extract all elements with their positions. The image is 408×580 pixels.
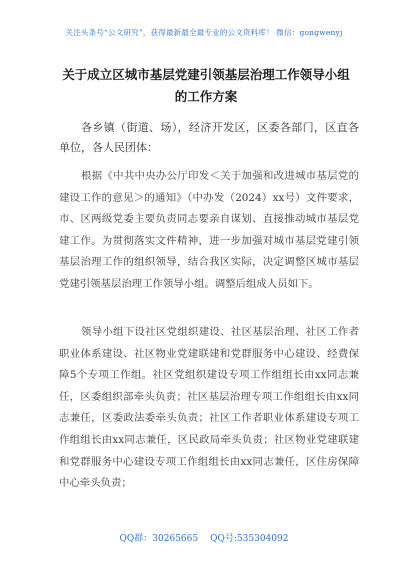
header-banner: 关注头条号“公文研究”，获得最新最全最专业的公文资料库！ 微信：gongwenyj bbox=[65, 28, 343, 37]
paragraph: 领导小组下设社区党组织建设、社区基层治理、社区工作者职业体系建设、社区物业党建联建和党群服务中心建设、经费保障5个专项工作组。社区党组织建设专项工作组组长由xx同志兼任，区委组织部牵头负责；社区基层治理专项工作组组长由xx同志兼任，区委政法委牵头负责；社区工作者职业体系建设专项工作组组长由xx同志兼任，区民政局牵头负责；社区物业党建联建和党群服务中心建设专项工作组组长由xx同志兼任，区住房保障中心牵头负责； bbox=[59, 326, 359, 490]
qq-number-text: QQ号:535304092 bbox=[210, 534, 289, 544]
qq-group-text: QQ群：30265665 bbox=[119, 534, 199, 544]
salutation: 各乡镇（街道、场），经济开发区，区委各部门，区直各单位，各人民团体： bbox=[59, 121, 359, 154]
document-title: 关于成立区城市基层党建引领基层治理工作领导小组的工作方案 bbox=[62, 67, 350, 104]
paragraph: 根据《中共中央办公厅印发＜关于加强和改进城市基层党的建设工作的意见＞的通知》（中办发（2024）xx号）文件要求，市、区两级党委主要负责同志要亲自谋划、直接推动城市基层党建工作。为贯彻落实文件精神，进一步加强对城市基层党建引领基层治理工作的组织领导，结合我区实际，决定调整区城市基层党建引领基层治理工作领导小组。调整后组成人员如下。 bbox=[59, 170, 359, 290]
footer-contact bbox=[0, 531, 408, 544]
